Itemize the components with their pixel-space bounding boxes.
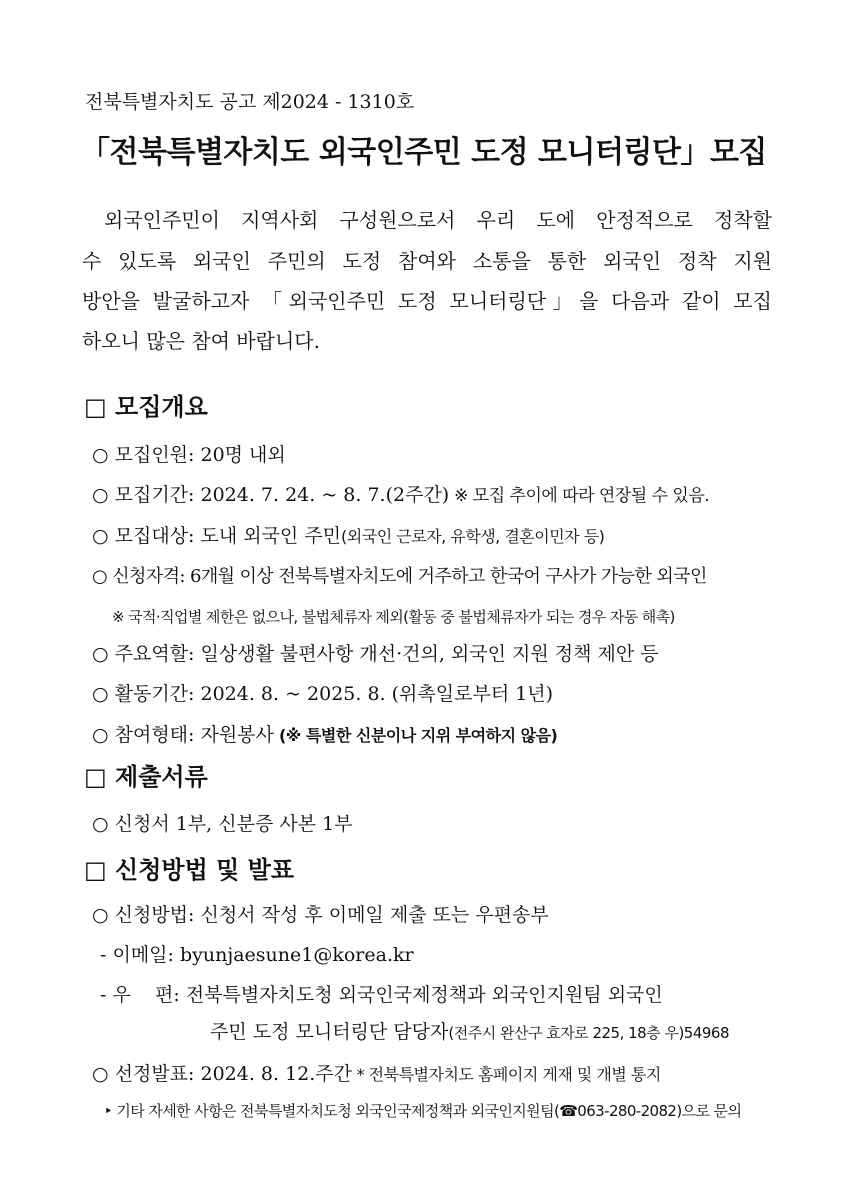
list-item: ○ 참여형태: 자원봉사 (※ 특별한 신분이나 지위 부여하지 않음) (92, 724, 558, 746)
notice-number: 전북특별자치도 공고 제2024 - 1310호 (85, 91, 415, 113)
page-title: 「전북특별자치도 외국인주민 도정 모니터링단」모집 (80, 135, 767, 170)
section-title-documents: □ 제출서류 (84, 763, 208, 791)
contact-line: ‣ 기타 자세한 사항은 전북특별자치도청 외국인국제정책과 외국인지원팀(☎063-280-2082)으로 문의 (104, 1102, 742, 1120)
list-item: ○ 신청자격: 6개월 이상 전북특별자치도에 거주하고 한국어 구사가 가능한 외국인 (92, 566, 707, 587)
section-title-apply: □ 신청방법 및 발표 (84, 856, 295, 884)
post-line-2: 주민 도정 모니터링단 담당자(전주시 완산구 효자로 225, 18층 우)54968 (210, 1021, 730, 1043)
email-line: - 이메일: byunjaesune1@korea.kr (100, 944, 414, 966)
post-line: - 우 편: 전북특별자치도청 외국인국제정책과 외국인지원팀 외국인 (100, 984, 663, 1006)
eligibility-note: ※ 국적·직업별 제한은 없으나, 불법체류자 제외(활동 중 불법체류자가 되는 경우 자동 해촉) (112, 608, 675, 626)
list-item: ○ 모집인원: 20명 내외 (92, 444, 286, 466)
intro-line: 하오니 많은 참여 바랍니다. (82, 329, 320, 353)
list-item: ○ 모집대상: 도내 외국인 주민(외국인 근로자, 유학생, 결혼이민자 등) (92, 525, 605, 547)
list-item: ○ 모집기간: 2024. 7. 24. ~ 8. 7.(2주간) ※ 모집 추이에 따라 연장될 수 있음. (92, 484, 710, 506)
intro-line: 방안을 발굴하고자 「외국인주민 도정 모니터링단」을 다음과 같이 모집 (82, 289, 772, 313)
intro-line: 외국인주민이 지역사회 구성원으로서 우리 도에 안정적으로 정착할 (104, 208, 772, 232)
list-item: ○ 신청서 1부, 신분증 사본 1부 (92, 813, 353, 835)
list-item: ○ 주요역할: 일상생활 불편사항 개선·건의, 외국인 지원 정책 제안 등 (92, 643, 659, 665)
email-link[interactable]: byunjaesune1@korea.kr (179, 944, 414, 966)
announce-line: ○ 선정발표: 2024. 8. 12.주간 * 전북특별자치도 홈페이지 게재 및 개별 통지 (92, 1063, 661, 1085)
list-item: ○ 활동기간: 2024. 8. ~ 2025. 8. (위촉일로부터 1년) (92, 683, 554, 705)
intro-line: 수 있도록 외국인 주민의 도정 참여와 소통을 통한 외국인 정착 지원 (82, 249, 772, 273)
apply-method: ○ 신청방법: 신청서 작성 후 이메일 제출 또는 우편송부 (92, 904, 549, 926)
section-title-overview: □ 모집개요 (84, 393, 208, 421)
